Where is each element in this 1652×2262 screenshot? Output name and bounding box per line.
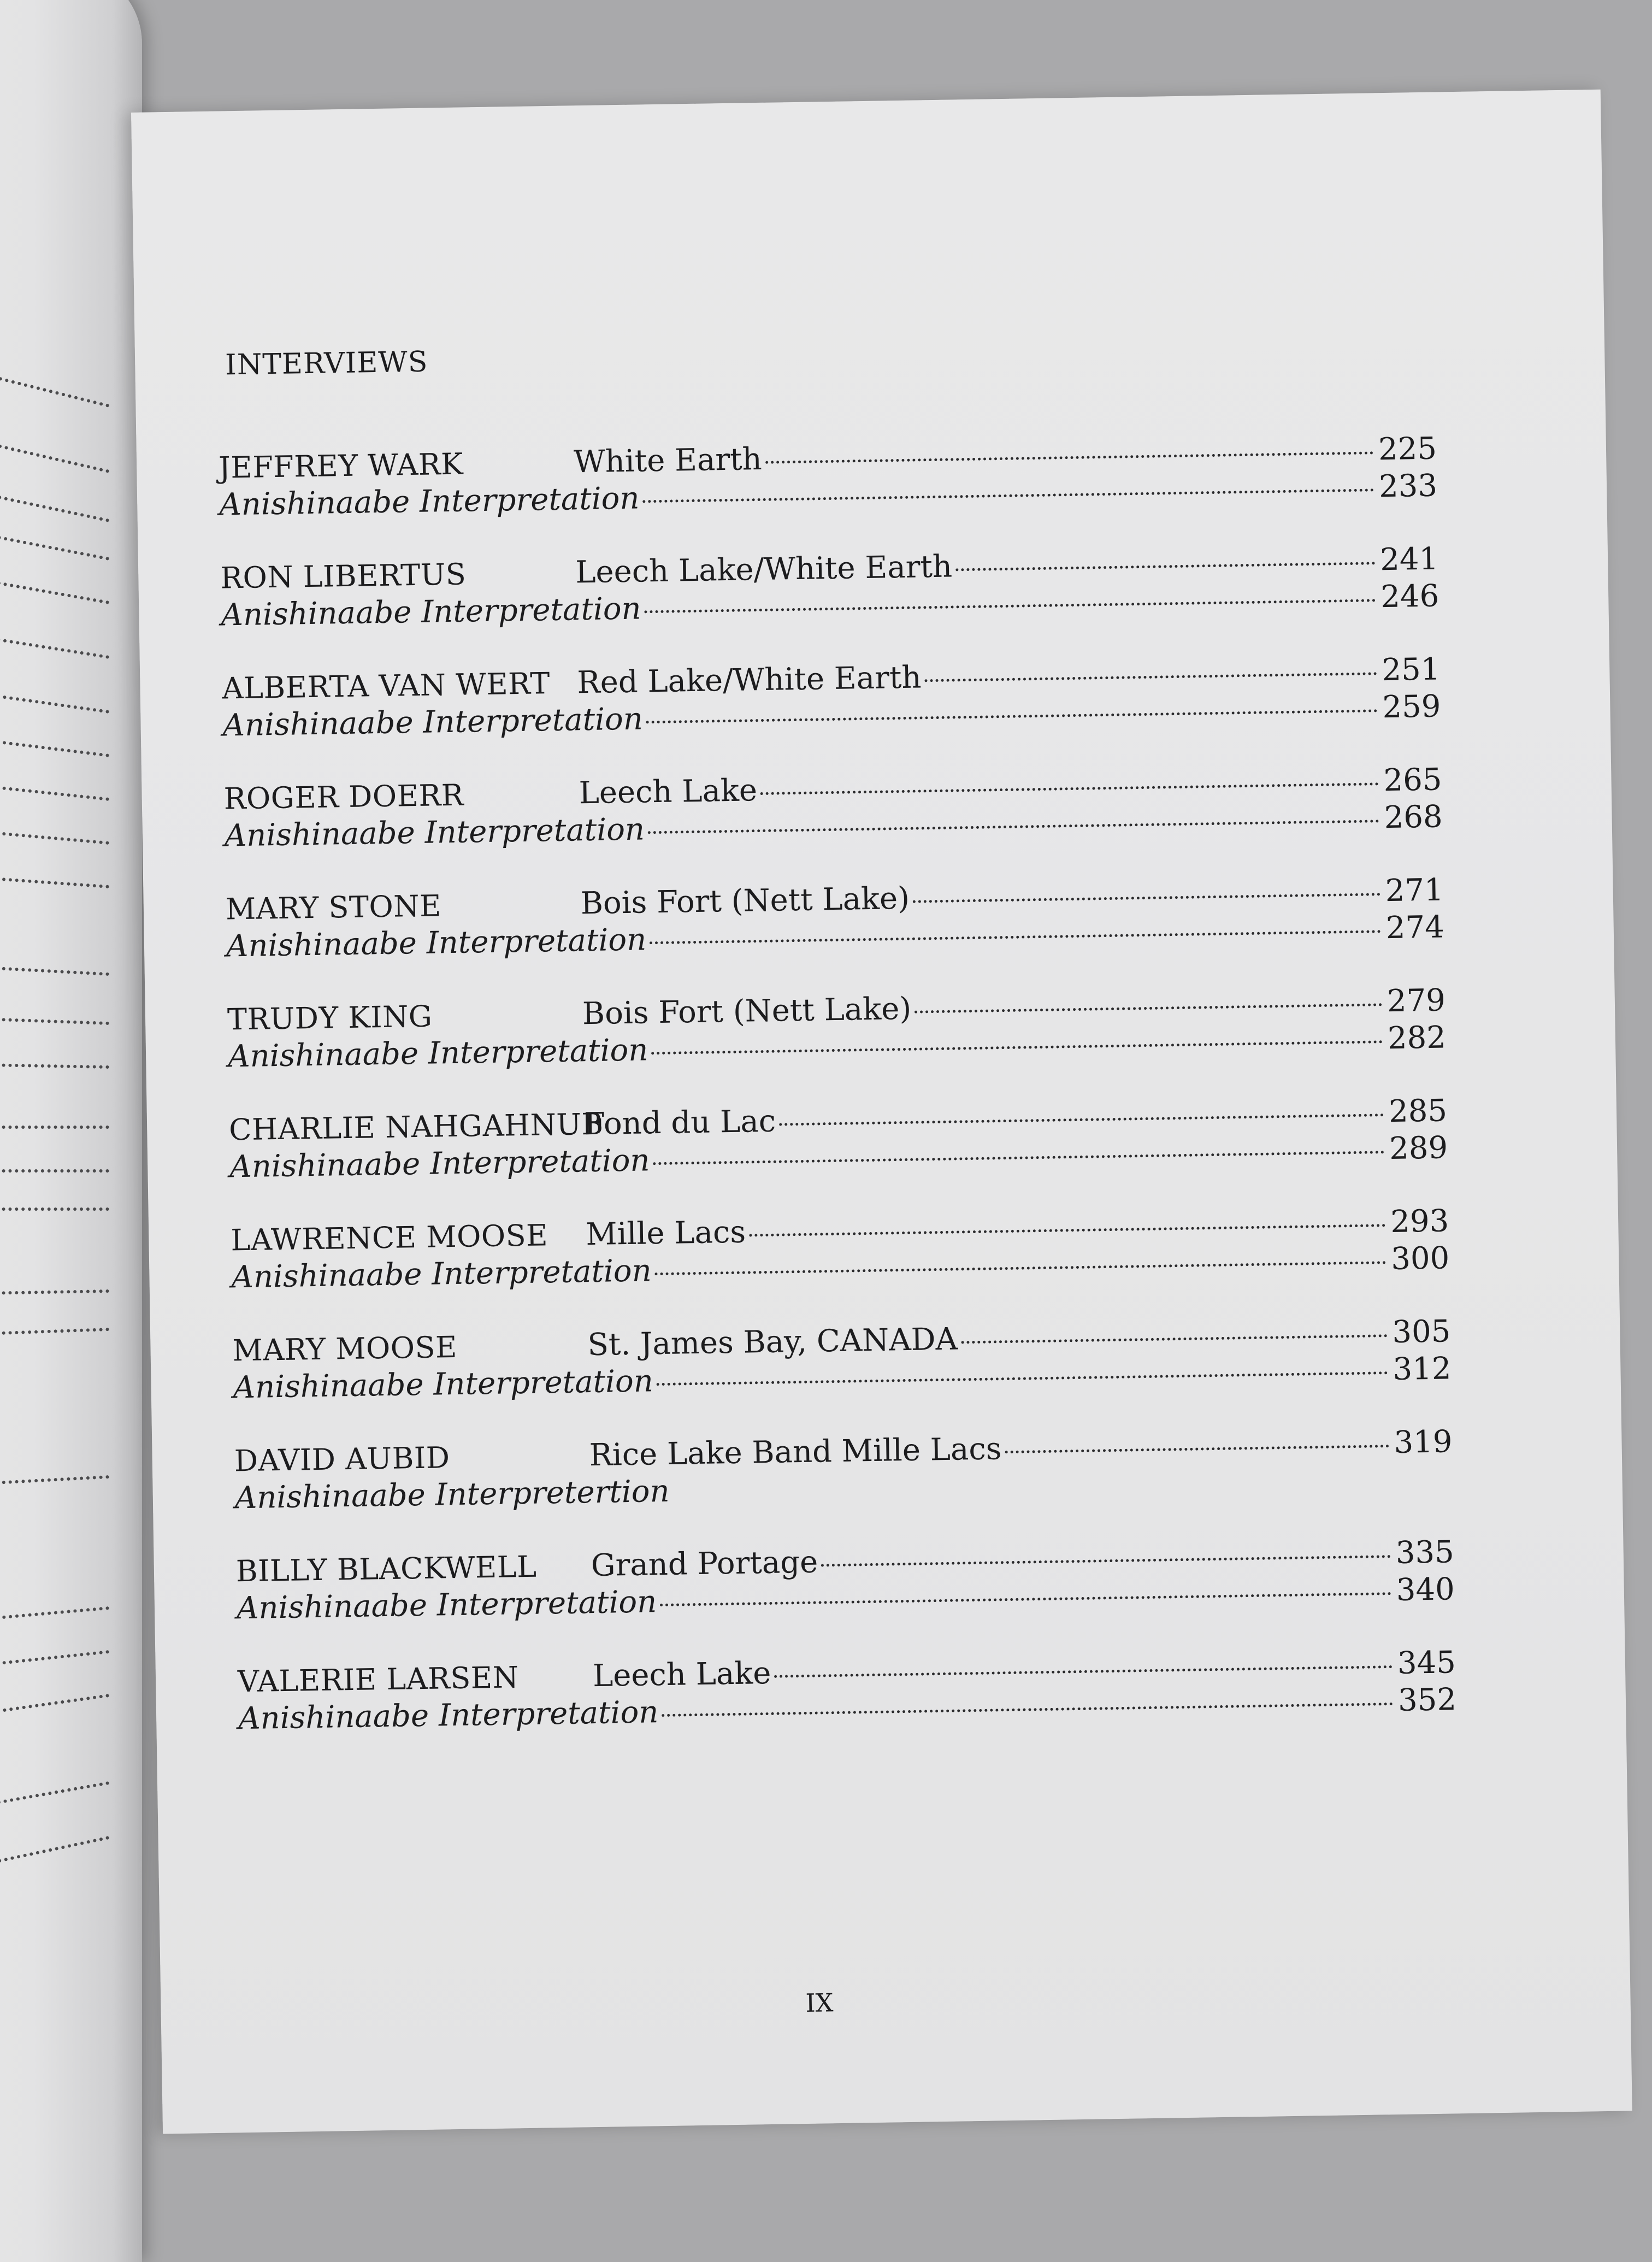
leader-dots (653, 1151, 1385, 1165)
interpretation-page-number: 340 (1396, 1571, 1455, 1608)
section-heading: INTERVIEWS (225, 345, 428, 382)
interview-entry (238, 1645, 1457, 1738)
facing-page-dotted-line (0, 1010, 109, 1025)
location-page-number: 305 (1391, 1313, 1451, 1351)
leader-dots (765, 451, 1373, 463)
interview-entry (227, 982, 1447, 1076)
facing-page-dotted-line (0, 862, 109, 888)
leader-dots (961, 1334, 1387, 1344)
leader-dots (760, 782, 1379, 795)
facing-page-dotted-line (0, 325, 110, 408)
interpretation-label: Anishinaabe Interpretation (227, 1032, 648, 1075)
location-page-number: 241 (1379, 541, 1439, 578)
interview-entry (232, 1313, 1452, 1407)
leader-dots (648, 820, 1379, 834)
interview-location: Mille Lacs (585, 1214, 746, 1253)
interviewee-name: RON LIBERTUS (220, 557, 467, 596)
interview-location: Bois Fort (Nett Lake) (580, 880, 910, 922)
leader-dots (655, 1261, 1386, 1275)
interpretation-label: Anishinaabe Interpretation (224, 811, 645, 854)
leader-dots (651, 1040, 1383, 1055)
facing-page-dotted-line (0, 1169, 109, 1173)
facing-page-dotted-line (0, 1289, 109, 1298)
interpretation-label: Anishinaabe Interpretation (222, 701, 644, 744)
location-page-number: 345 (1397, 1645, 1456, 1681)
interview-entry (225, 872, 1444, 965)
facing-page-dotted-line (0, 1328, 109, 1342)
facing-page-dotted-line (0, 1207, 109, 1211)
interpretation-label: Anishinaabe Interpretation (233, 1363, 654, 1406)
facing-page-dotted-line (0, 1606, 109, 1638)
location-page-number: 265 (1383, 762, 1442, 799)
facing-page-dotted-line (0, 714, 109, 757)
leader-dots (657, 1371, 1388, 1386)
interpretation-label: Anishinaabe Interpretation (231, 1253, 652, 1295)
facing-page-dotted-line (0, 763, 109, 801)
leader-dots (749, 1224, 1385, 1236)
contents-page (131, 90, 1632, 2134)
interviewee-name: LAWRENCE MOOSE (230, 1218, 548, 1258)
interpretation-label: Anishinaabe Interpretation (219, 480, 640, 523)
facing-page-dotted-line (0, 1781, 110, 1841)
interview-entry (231, 1203, 1450, 1297)
interview-entry (235, 1534, 1455, 1628)
interview-location: Bois Fort (Nett Lake) (582, 991, 912, 1032)
interview-location: Leech Lake (592, 1655, 771, 1694)
facing-page-dotted-line (0, 495, 110, 561)
leader-dots (662, 1703, 1393, 1717)
location-page-number: 225 (1378, 431, 1437, 468)
interview-location: Rice Lake Band Mille Lacs (589, 1431, 1002, 1474)
interviewee-name: BILLY BLACKWELL (235, 1549, 537, 1589)
interviewee-name: VALERIE LARSEN (237, 1660, 519, 1699)
interviewee-name: TRUDY KING (227, 999, 433, 1037)
facing-page-dotted-line (0, 1836, 110, 1907)
interpretation-label: Anishinaabe Interpretation (236, 1584, 657, 1627)
facing-page (0, 0, 142, 2262)
interview-location: Red Lake/White Earth (576, 659, 922, 701)
leader-dots (779, 1114, 1384, 1126)
location-page-number: 319 (1394, 1424, 1453, 1460)
facing-page-dotted-line (0, 544, 110, 604)
interpretation-page-number: 268 (1384, 799, 1443, 836)
facing-page-dotted-line (0, 1126, 109, 1129)
facing-page-dotted-line (0, 1694, 109, 1742)
facing-page-dotted-line (0, 604, 109, 659)
interview-location: Fond du Lac (583, 1103, 776, 1142)
facing-page-dotted-line (0, 956, 109, 976)
interpretation-label: Anishinaabe Interpretation (229, 1142, 650, 1185)
leader-dots (821, 1555, 1391, 1566)
interviewee-name: CHARLIE NAHGAHNUB (228, 1106, 604, 1147)
interview-entry (220, 541, 1439, 635)
interpretation-label: Anishinaabe Interpretertion (234, 1473, 670, 1516)
interviewee-name: MARY STONE (225, 888, 442, 927)
leader-dots (646, 709, 1378, 723)
interpretation-label: Anishinaabe Interpretation (238, 1694, 659, 1737)
location-page-number: 285 (1388, 1093, 1448, 1130)
facing-page-dotted-line (0, 451, 110, 522)
interview-entry (219, 431, 1438, 525)
leader-dots (660, 1592, 1391, 1606)
location-page-number: 293 (1390, 1203, 1449, 1240)
interpretation-page-number: 274 (1385, 909, 1445, 946)
facing-page-dotted-line (0, 396, 110, 473)
interpretation-page-number: 233 (1378, 468, 1438, 505)
interview-location: White Earth (573, 441, 763, 480)
interviewee-name: MARY MOOSE (232, 1329, 458, 1368)
interview-location: Leech Lake/White Earth (575, 549, 953, 591)
interpretation-label: Anishinaabe Interpretation (220, 591, 642, 633)
interpretation-page-number: 289 (1389, 1130, 1448, 1167)
facing-page-dotted-line (0, 1650, 109, 1688)
facing-page-dotted-line (0, 1060, 109, 1069)
leader-dots (642, 488, 1374, 503)
interviewee-name: ALBERTA VAN WERT (222, 666, 551, 706)
interview-entry (223, 762, 1443, 855)
interviewee-name: JEFFREY WARK (218, 446, 464, 485)
leader-dots (645, 599, 1376, 613)
leader-dots (925, 672, 1377, 682)
interpretation-page-number: 282 (1387, 1020, 1447, 1057)
interpretation-page-number: 259 (1382, 688, 1441, 726)
facing-page-dotted-line (0, 813, 109, 845)
leader-dots (1005, 1445, 1389, 1453)
interpretation-page-number: 312 (1393, 1351, 1452, 1388)
interpretation-page-number: 246 (1380, 578, 1439, 615)
location-page-number: 335 (1395, 1534, 1455, 1571)
interviewee-name: ROGER DOERR (223, 777, 464, 816)
leader-dots (914, 1003, 1382, 1013)
interview-entry (234, 1424, 1453, 1517)
facing-page-dotted-line (0, 665, 109, 714)
leader-dots (650, 930, 1381, 944)
interpretation-page-number: 352 (1397, 1682, 1457, 1718)
leader-dots (774, 1665, 1393, 1678)
location-page-number: 279 (1386, 982, 1446, 1020)
interpretation-page-number: 300 (1390, 1240, 1450, 1277)
interviewee-name: DAVID AUBID (234, 1440, 450, 1478)
location-page-number: 251 (1381, 651, 1441, 688)
interview-location: Grand Portage (591, 1544, 818, 1584)
interview-entry (229, 1093, 1448, 1186)
page-number: IX (805, 1988, 834, 2018)
leader-dots (913, 893, 1380, 903)
interpretation-label: Anishinaabe Interpretation (226, 922, 647, 964)
interview-location: Leech Lake (579, 773, 758, 811)
interview-location: St. James Bay, CANADA (587, 1321, 958, 1363)
leader-dots (955, 562, 1375, 571)
interview-entry (222, 651, 1441, 745)
facing-page-dotted-line (0, 1475, 109, 1495)
location-page-number: 271 (1385, 872, 1444, 909)
